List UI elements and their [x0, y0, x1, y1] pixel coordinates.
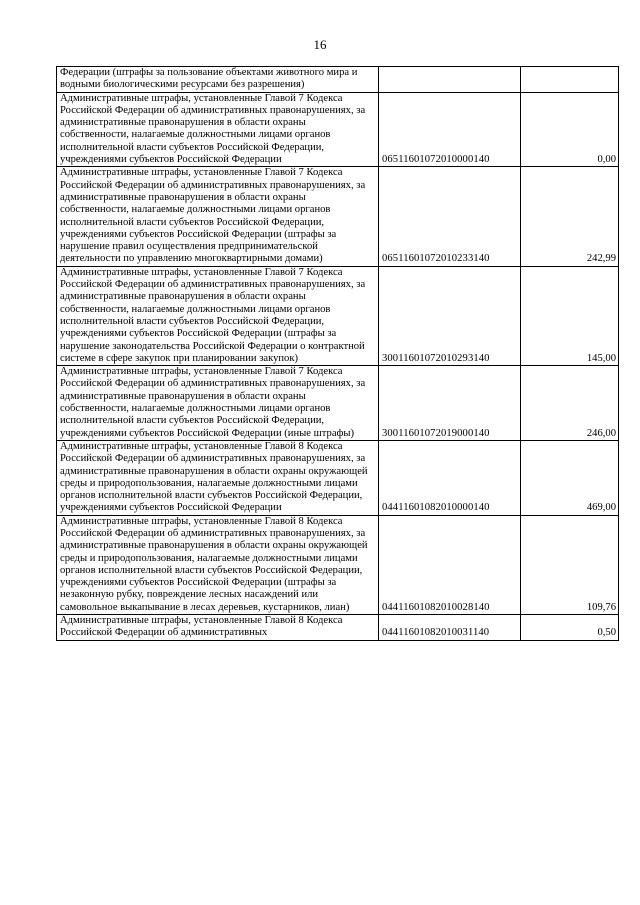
amount-cell: 242,99 — [521, 167, 619, 266]
budget-code-cell: 04411601082010028140 — [379, 515, 521, 614]
budget-code-cell: 04411601082010000140 — [379, 440, 521, 515]
table-row — [57, 67, 619, 93]
page-number: 16 — [313, 37, 327, 52]
table-row — [57, 515, 619, 614]
revenue-name-cell: Административные штрафы, установленные Главой 8 Кодекса Российской Федерации об административных правонарушениях, за административные правонарушения в области охраны окружающей среды и природопользования, налагаемые должностными лицами органов исполнительной власти субъектов Российской Федерации, учреждениями субъектов Российской Федерации (штрафы за незаконную рубку, повреждение лесных насаждений или самовольное выкапывание в лесах деревьев, кустарников, лиан) — [57, 515, 379, 614]
amount-cell: 145,00 — [521, 266, 619, 365]
revenue-name-cell: Административные штрафы, установленные Главой 7 Кодекса Российской Федерации об административных правонарушениях, за административные правонарушения в области охраны собственности, налагаемые должностными лицами органов исполнительной власти субъектов Российской Федерации, учреждениями субъектов Российской Федерации (штрафы за нарушение законодательства Российской Федерации о контрактной системе в сфере закупок при планировании закупок) — [57, 266, 379, 365]
amount-cell: 469,00 — [521, 440, 619, 515]
amount-cell: 0,00 — [521, 92, 619, 167]
budget-revenue-table — [56, 66, 619, 641]
budget-code-cell — [379, 67, 521, 93]
table-row — [57, 266, 619, 365]
budget-code-cell: 04411601082010031140 — [379, 615, 521, 641]
table-row — [57, 167, 619, 266]
budget-code-cell: 30011601072019000140 — [379, 366, 521, 441]
amount-cell: 246,00 — [521, 366, 619, 441]
revenue-name-cell: Административные штрафы, установленные Главой 7 Кодекса Российской Федерации об административных правонарушениях, за административные правонарушения в области охраны собственности, налагаемые должностными лицами органов исполнительной власти субъектов Российской Федерации, учреждениями субъектов Российской Федерации (штрафы за нарушение правил осуществления предпринимательской деятельности по управлению многоквартирными домами) — [57, 167, 379, 266]
budget-code-cell: 06511601072010233140 — [379, 167, 521, 266]
revenue-name-cell: Административные штрафы, установленные Главой 7 Кодекса Российской Федерации об административных правонарушениях, за административные правонарушения в области охраны собственности, налагаемые должностными лицами органов исполнительной власти субъектов Российской Федерации, учреждениями субъектов Российской Федерации (иные штрафы) — [57, 366, 379, 441]
budget-code-cell: 30011601072010293140 — [379, 266, 521, 365]
table-row — [57, 92, 619, 167]
amount-cell: 109,76 — [521, 515, 619, 614]
table-row — [57, 440, 619, 515]
table-row — [57, 366, 619, 441]
table-row — [57, 615, 619, 641]
revenue-name-cell: Федерации (штрафы за пользование объектами животного мира и водными биологическими ресурсами без разрешения) — [57, 67, 379, 93]
budget-code-cell: 06511601072010000140 — [379, 92, 521, 167]
amount-cell: 0,50 — [521, 615, 619, 641]
amount-cell — [521, 67, 619, 93]
revenue-name-cell: Административные штрафы, установленные Главой 8 Кодекса Российской Федерации об административных — [57, 615, 379, 641]
revenue-name-cell: Административные штрафы, установленные Главой 8 Кодекса Российской Федерации об административных правонарушениях, за административные правонарушения в области охраны окружающей среды и природопользования, налагаемые должностными лицами органов исполнительной власти субъектов Российской Федерации, учреждениями субъектов Российской Федерации — [57, 440, 379, 515]
revenue-name-cell: Административные штрафы, установленные Главой 7 Кодекса Российской Федерации об административных правонарушениях, за административные правонарушения в области охраны собственности, налагаемые должностными лицами органов исполнительной власти субъектов Российской Федерации, учреждениями субъектов Российской Федерации — [57, 92, 379, 167]
